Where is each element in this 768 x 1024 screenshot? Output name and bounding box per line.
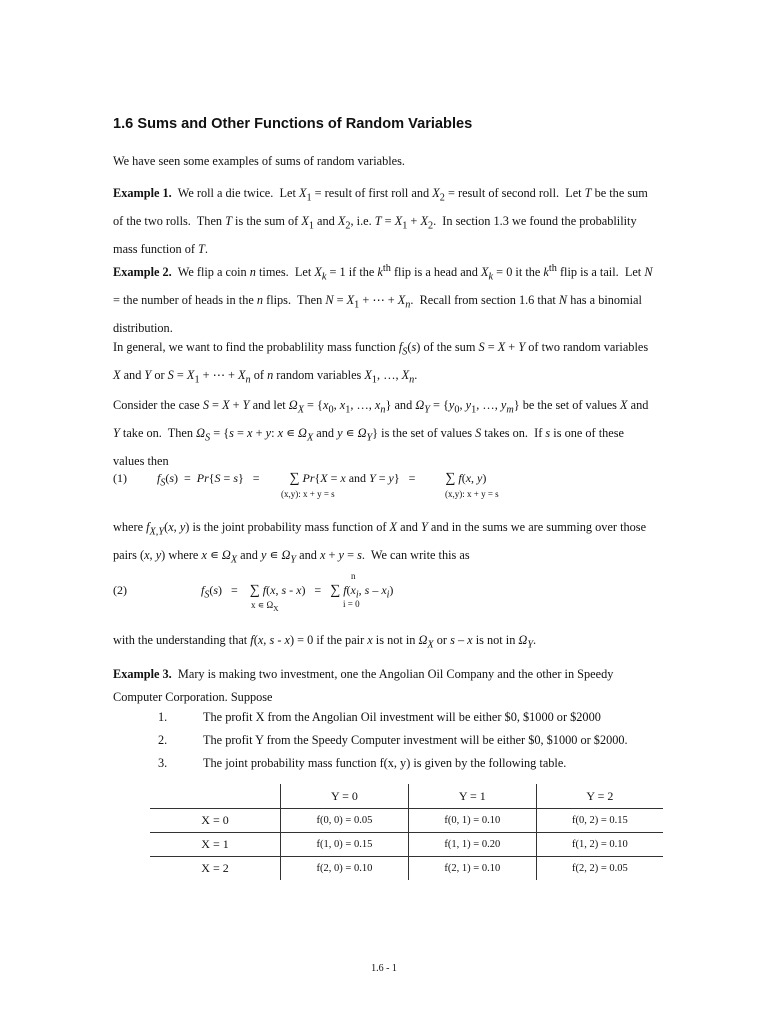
page-number: 1.6 - 1 (371, 963, 397, 974)
equation-2-number: (2) (113, 583, 127, 597)
list-item-text: The profit X from the Angolian Oil investment will be either $0, $1000 or $2000 (203, 710, 601, 724)
equation-2-sum-index-2: i = 0 (343, 599, 360, 609)
table-row-label: X = 0 (150, 809, 281, 833)
list-item-number: 2. (158, 733, 168, 747)
table-header-cell: Y = 1 (408, 784, 536, 809)
list-item-text: The joint probability mass function f(x, y) is given by the following table. (203, 756, 567, 770)
list-item-number: 3. (158, 756, 168, 770)
consider-paragraph: Consider the case S = X + Y and let $\Omega_X = \{x_0$, $x_1$, …, $x_n$} and $\Omega_Y = \{y_0$, $y_1$, …, $y_m$} be the set of values X and Y take on. Then $\Omega_S = \{s = x + y$: x ∊ $\Omega_X$ and y ∊ $\Omega_Y$} is the set of values S takes on. If s is one of these values then (113, 398, 649, 468)
table-row-label: X = 2 (150, 857, 281, 881)
list-item-number: 1. (158, 710, 168, 724)
equation-1-sum-index-2: (x,y): x + y = s (445, 489, 499, 499)
table-cell: f(1, 0) = 0.15 (281, 833, 409, 857)
table-cell: f(2, 1) = 0.10 (408, 857, 536, 881)
table-cell: f(0, 1) = 0.10 (408, 809, 536, 833)
table-row (150, 809, 663, 833)
table-cell: f(0, 2) = 0.15 (536, 809, 663, 833)
table-row-label: X = 1 (150, 833, 281, 857)
table-cell: f(1, 2) = 0.10 (536, 833, 663, 857)
example-3-intro: Mary is making two investment, one the Angolian Oil Company and the other in Speedy Computer Corporation. Suppose (113, 667, 614, 704)
example-1-paragraph: Example 1. We roll a die twice. Let $X_1$ = result of first roll and $X_2$ = result of second roll. Let T be the sum of the two rolls. Then T is the sum of $X_1$ and $X_2$, i.e. $T = X_1 + X_2$. In section 1.3 we found the probablility mass function of T. (113, 186, 648, 256)
equation-2-sum-index-1: x ∊ $\Omega_X$ (251, 600, 279, 613)
table-row (150, 857, 663, 881)
table-cell: f(0, 0) = 0.05 (281, 809, 409, 833)
example-3-label: Example 3. (113, 667, 172, 681)
general-paragraph: In general, we want to find the probablility mass function $f_S(s)$ of the sum S = X + Y of two random variables X and Y or $S = X_1$ + ⋯ + $X_n$ of n random variables $X_1$, …, $X_n$. (113, 340, 649, 386)
equation-2: $f_S(s)$ = ∑ f(x, s - x) = ∑ $f(x_i$, s – $x_i$) (201, 583, 394, 601)
intro-paragraph: We have seen some examples of sums of random variables. (113, 154, 405, 168)
table-row (150, 833, 663, 857)
table-header-cell: Y = 2 (536, 784, 663, 809)
equation-1-number: (1) (113, 471, 127, 485)
understanding-paragraph: with the understanding that f(x, s - x) = 0 if the pair x is not in $\Omega_X$ or s – x is not in $\Omega_Y$. (113, 633, 537, 651)
example-2-label: Example 2. (113, 265, 172, 280)
equation-1: $f_S(s) = Pr\{S = s\}$ = ∑ Pr{X = x and Y = y} = ∑ f(x, y) (157, 471, 487, 489)
section-title: 1.6 Sums and Other Functions of Random Variables (113, 116, 473, 132)
table-header-row (150, 784, 663, 809)
table-cell: f(1, 1) = 0.20 (408, 833, 536, 857)
example-2-paragraph: Example 2. We flip a coin n times. Let $X_k = 1$ if the $k^{th}$ flip is a head and $X_k = 0$ it the $k^{th}$ flip is a tail. Let N = the number of heads in the n flips. Then $N = X_1$ + ⋯ + $X_n$. Recall from section 1.6 that N has a binomial distribution. (113, 263, 653, 335)
table-header-cell (150, 784, 281, 809)
table-cell: f(2, 0) = 0.10 (281, 857, 409, 881)
table-header-cell: Y = 0 (281, 784, 409, 809)
table-cell: f(2, 2) = 0.05 (571, 863, 628, 874)
example-3-paragraph (113, 663, 658, 708)
equation-1-sum-index-1: (x,y): x + y = s (281, 489, 335, 499)
equation-2-sum-upper: n (351, 571, 356, 581)
joint-pmf-table (150, 784, 663, 880)
example-1-label: Example 1. (113, 186, 172, 200)
list-item-text: The profit Y from the Speedy Computer investment will be either $0, $1000 or $2000. (203, 733, 628, 747)
joint-pmf-paragraph: where $f_{X,Y}(x$, y) is the joint probability mass function of X and Y and in the sums we are summing over those pairs (x, y) where x ∊ $\Omega_X$ and y ∊ $\Omega_Y$ and x + y = s. We can write this as (113, 520, 647, 566)
